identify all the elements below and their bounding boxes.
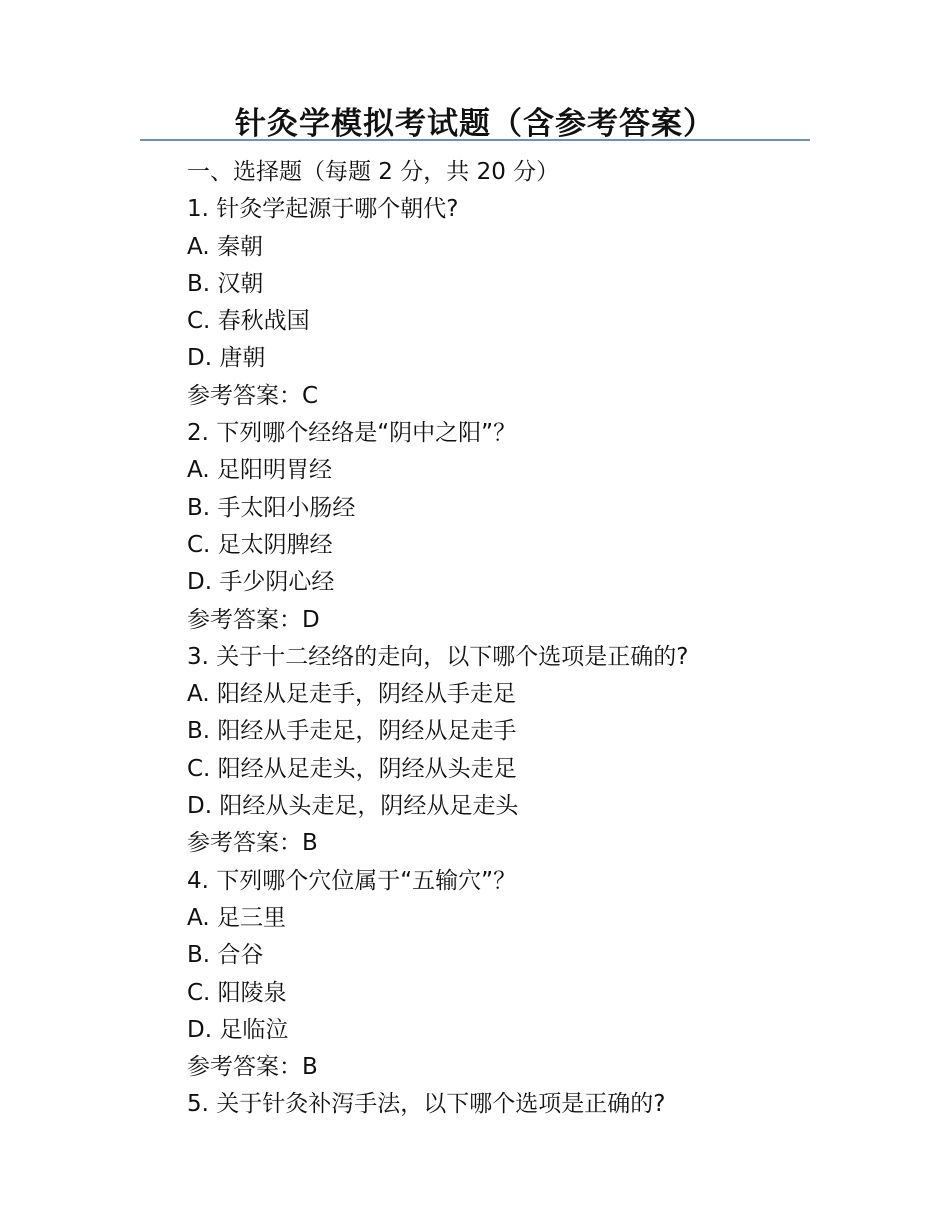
answer-option: D. 手少阴心经	[187, 569, 335, 596]
document-title: 针灸学模拟考试题（含参考答案）	[235, 106, 715, 142]
section-heading: 一、选择题（每题 2 分，共 20 分）	[187, 159, 560, 185]
answer-option: C. 阳陵泉	[187, 979, 287, 1006]
answer-option: A. 足三里	[187, 904, 286, 931]
question-stem: 5. 关于针灸补泻手法，以下哪个选项是正确的?	[187, 1091, 666, 1118]
document-body	[187, 154, 827, 1124]
answer-option: B. 手太阳小肠经	[187, 494, 356, 521]
answer-option: D. 阳经从头走足，阴经从足走头	[187, 793, 519, 820]
reference-answer: 参考答案：B	[187, 1054, 318, 1081]
question-stem: 4. 下列哪个穴位属于“五输穴”？	[187, 867, 517, 894]
reference-answer: 参考答案：C	[187, 382, 319, 409]
answer-option: C. 阳经从足走头，阴经从头走足	[187, 755, 517, 782]
answer-option: D. 唐朝	[187, 345, 266, 372]
question-stem: 3. 关于十二经络的走向，以下哪个选项是正确的?	[187, 643, 689, 670]
answer-option: C. 足太阴脾经	[187, 531, 333, 558]
reference-answer: 参考答案：D	[187, 606, 320, 633]
answer-option: D. 足临泣	[187, 1016, 289, 1043]
answer-option: C. 春秋战国	[187, 308, 310, 335]
reference-answer: 参考答案：B	[187, 830, 318, 857]
answer-option: B. 合谷	[187, 942, 264, 969]
answer-option: B. 阳经从手走足，阴经从足走手	[187, 718, 517, 745]
answer-option: B. 汉朝	[187, 270, 264, 297]
answer-option: A. 足阳明胃经	[187, 457, 332, 484]
answer-option: A. 阳经从足走手，阴经从手走足	[187, 681, 516, 708]
title-underline	[140, 139, 810, 141]
question-stem: 1. 针灸学起源于哪个朝代?	[187, 196, 459, 223]
question-stem: 2. 下列哪个经络是“阴中之阳”？	[187, 420, 517, 447]
answer-option: A. 秦朝	[187, 233, 263, 260]
